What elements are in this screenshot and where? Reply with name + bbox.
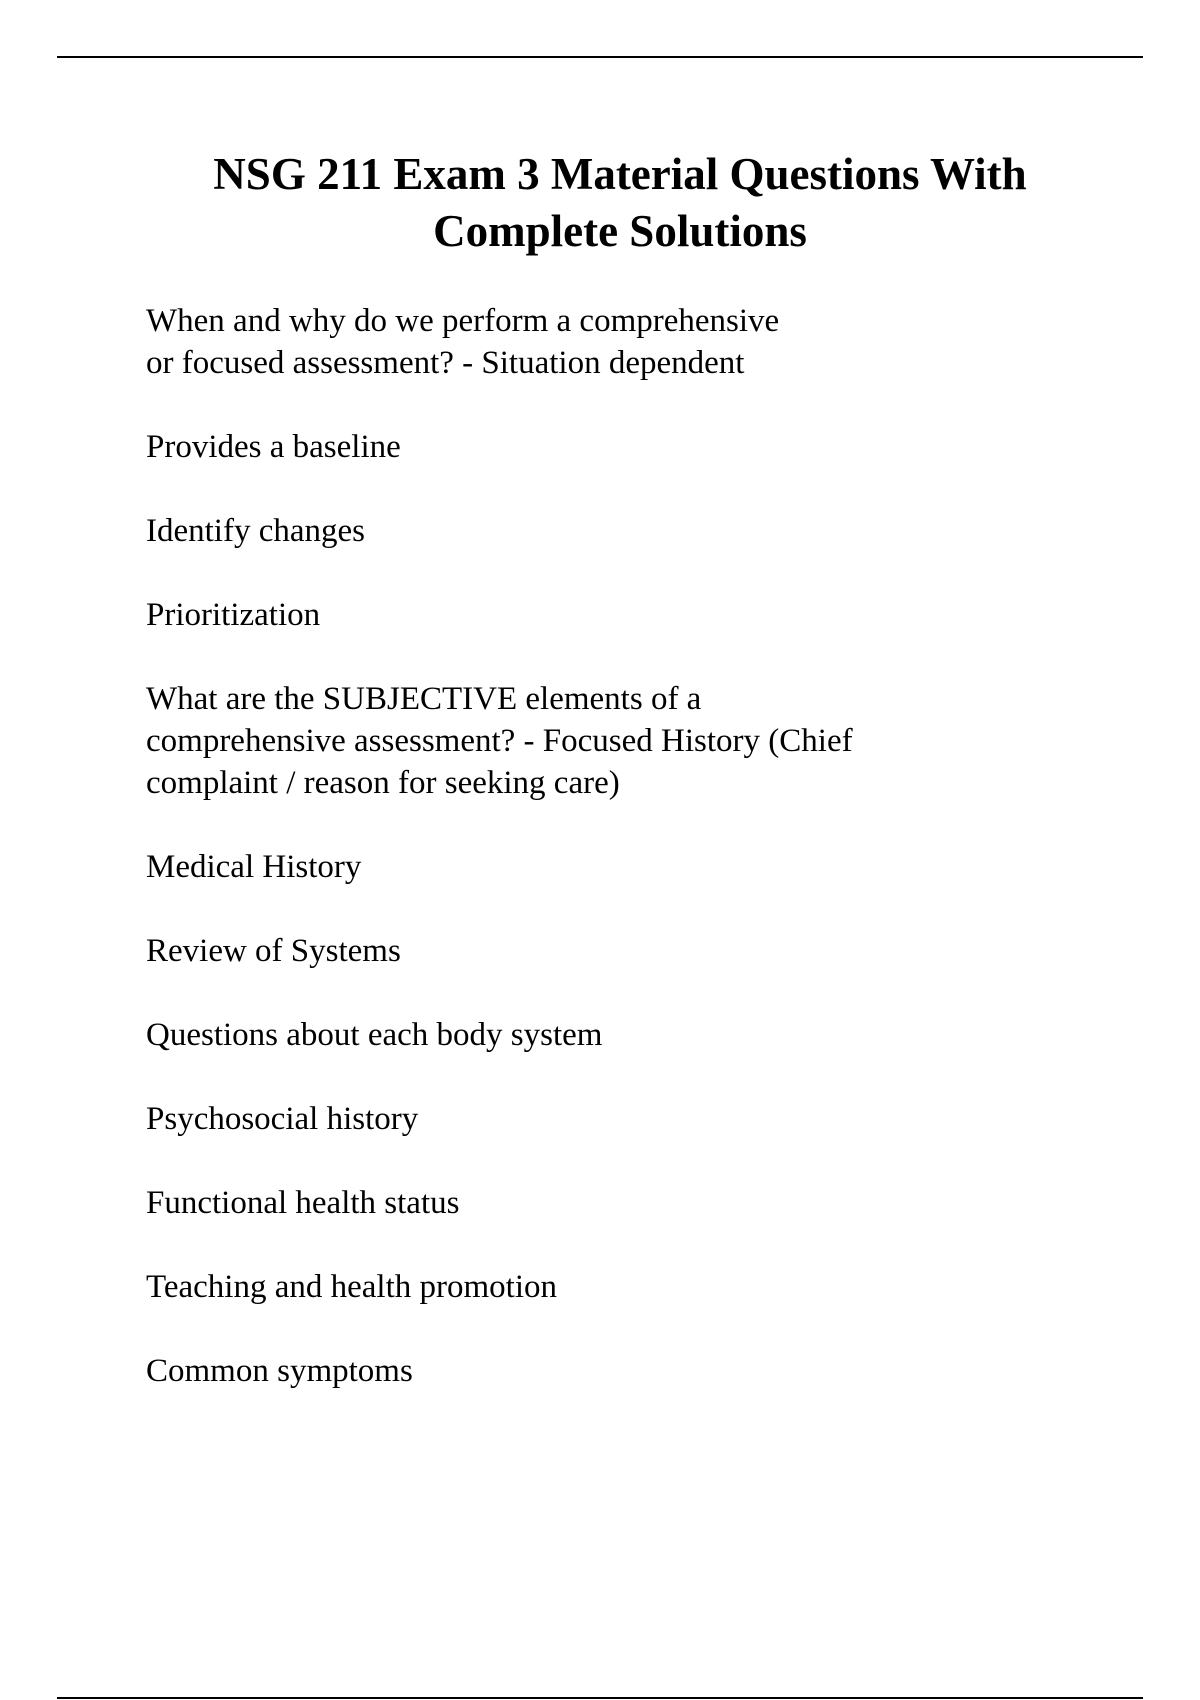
document-body [146,300,966,1434]
paragraph-comprehensive-assessment: When and why do we perform a comprehensive or focused assessment? - Situation dependent [146,303,780,381]
paragraph-functional-health: Functional health status [146,1185,460,1221]
paragraph-teaching-health-promotion: Teaching and health promotion [146,1269,557,1305]
paragraph-review-of-systems: Review of Systems [146,933,401,969]
document-title: NSG 211 Exam 3 Material Questions With Complete Solutions [213,149,1027,256]
paragraph-medical-history: Medical History [146,849,362,885]
paragraph-common-symptoms: Common symptoms [146,1353,413,1389]
paragraph-prioritization: Prioritization [146,597,321,633]
paragraph-subjective-elements: What are the SUBJECTIVE elements of a comprehensive assessment? - Focused History (Chief complaint / reason for seeking care) [146,681,853,801]
bottom-rule [57,1697,1143,1699]
paragraph-body-system-questions: Questions about each body system [146,1017,603,1053]
top-rule [57,56,1143,58]
paragraph-baseline: Provides a baseline [146,429,401,465]
paragraph-identify-changes: Identify changes [146,513,365,549]
paragraph-psychosocial-history: Psychosocial history [146,1101,419,1137]
